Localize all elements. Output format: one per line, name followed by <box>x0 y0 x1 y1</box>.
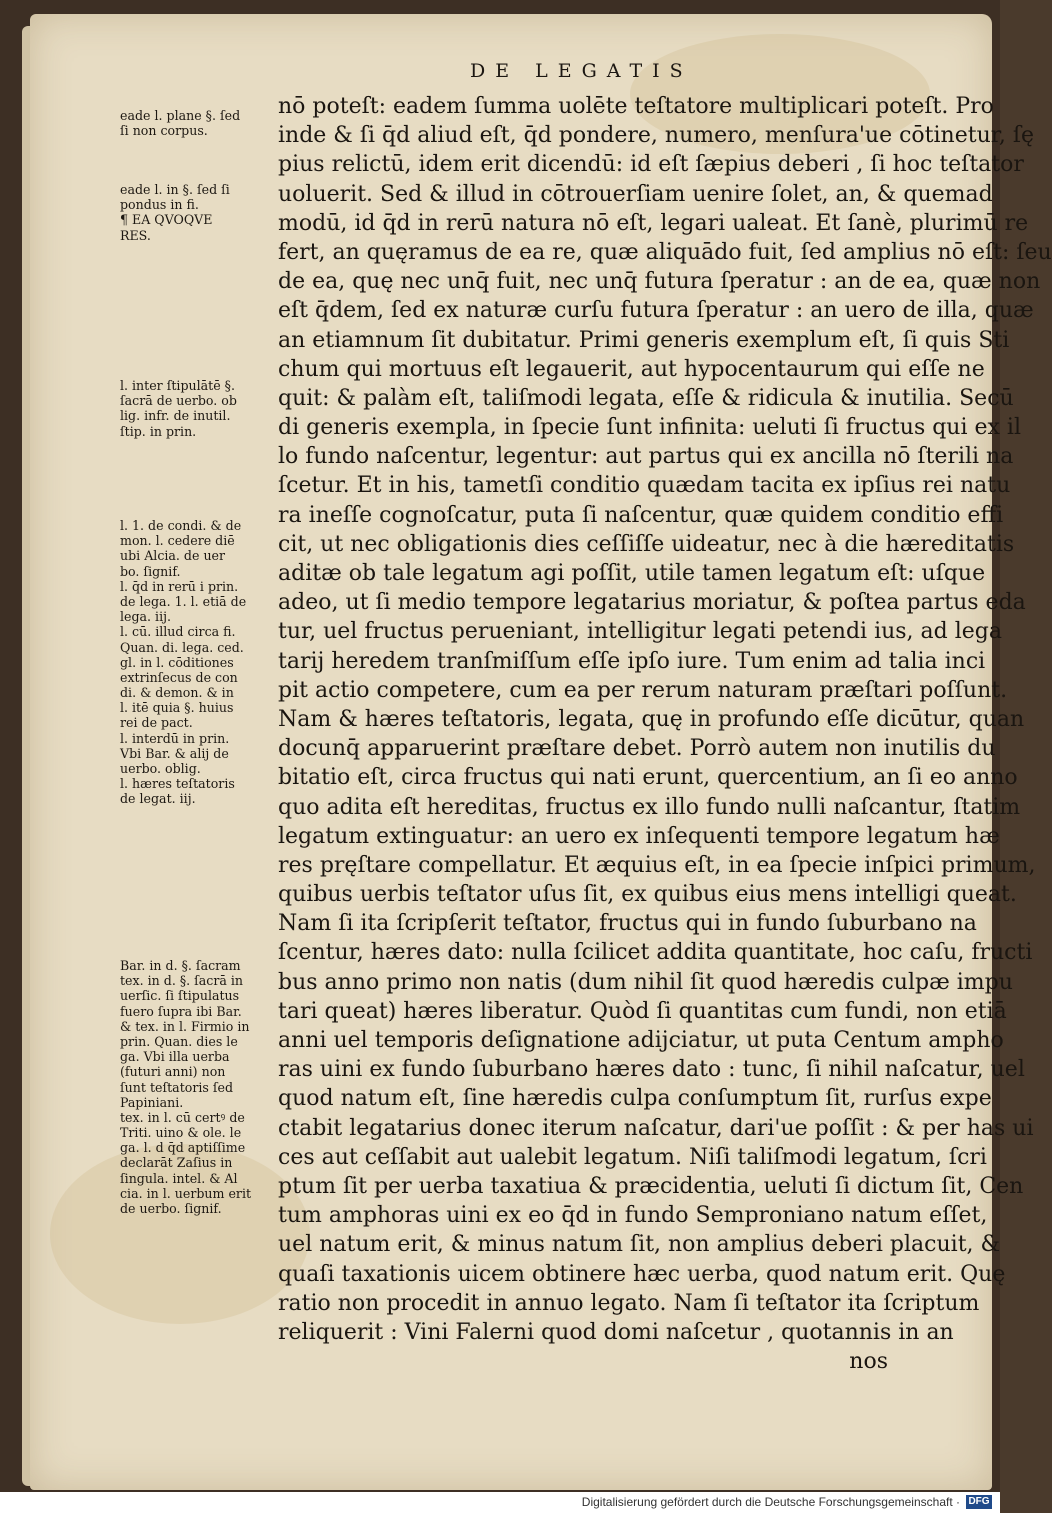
note-line: Bar. in d. §. ſacram <box>120 958 241 973</box>
text-line: adeo, ut ſi medio tempore legatarius moriatur, & poſtea partus eda <box>278 590 1026 616</box>
note-line: uerſic. ſi ſtipulatus <box>120 988 240 1004</box>
catchword: nos <box>849 1349 888 1375</box>
text-line: uel natum erit, & minus natum ſit, non amplius deberi placuit, & <box>278 1232 1001 1258</box>
note-line: prin. Quan. dies le <box>120 1033 238 1049</box>
text-line: legatum extinguatur: an uero ex inſequenti tempore legatum hæ <box>278 823 1000 849</box>
text-line: uoluerit. Sed & illud in cōtrouerſiam uenire ſolet, an, & quemad <box>278 181 993 207</box>
text-line: quo adita eſt hereditas, fructus ex illo fundo nulli naſcantur, ſtatim <box>278 794 1021 820</box>
text-line: tum amphoras uini ex eo q̄d in fundo Semproniano natum eſſet, <box>278 1203 988 1229</box>
note-line: eade l. in §. ſed ſi <box>120 182 230 197</box>
note-line: Vbi Bar. & alij de <box>120 745 229 761</box>
text-line: quibus uerbis teſtator uſus ſit, ex quibus eius mens intelligi queat. <box>278 882 1017 908</box>
note-line: l. cū. illud circa fi. <box>120 624 236 640</box>
note-line: l. interdū in prin. <box>120 730 230 746</box>
note-line: ga. Vbi illa uerba <box>120 1049 230 1065</box>
text-line: Nam ſi ita ſcripſerit teſtator, fructus qui in fundo ſuburbano na <box>278 911 977 937</box>
text-line: eſt q̄dem, ſed ex naturæ curſu futura ſperatur : an uero de illa, quæ <box>278 298 1034 324</box>
note-line: declarāt Zaſius in <box>120 1155 233 1171</box>
note-line: ſingula. intel. & Al <box>120 1170 238 1186</box>
note-line: ſunt teſtatoris ſed <box>120 1079 234 1095</box>
note-line: Papiniani. <box>120 1094 184 1110</box>
marginal-note <box>120 378 270 439</box>
note-line: l. hæres teſtatoris <box>120 776 235 792</box>
note-line: Quan. di. lega. ced. <box>120 639 244 655</box>
note-line: ſi non corpus. <box>120 123 208 139</box>
text-line: pius relictū, idem erit dicendū: id eſt ſæpius deberi , ſi hoc teſtator <box>278 152 1024 178</box>
running-title: DE LEGATIS <box>470 60 693 82</box>
note-line: tex. in d. §. ſacrā in <box>120 973 244 989</box>
note-line: lega. iij. <box>120 609 172 625</box>
note-line: Triti. uino & ole. le <box>120 1125 242 1141</box>
note-line: rei de pact. <box>120 715 193 731</box>
note-line: & tex. in l. Firmio in <box>120 1018 250 1034</box>
note-line: ga. l. d q̄d aptiſſime <box>120 1140 246 1156</box>
text-line: ra ineſſe cognoſcatur, puta ſi naſcentur, quæ quidem conditio effi <box>278 502 1004 528</box>
text-line: lo fundo naſcentur, legentur: aut partus qui ex ancilla nō ſterili na <box>278 444 1014 470</box>
note-line: de legat. iij. <box>120 791 196 807</box>
text-line: tarij heredem tranſmiſſum eſſe ipſo iure. Tum enim ad talia inci <box>278 648 986 674</box>
note-line: mon. l. cedere diē <box>120 533 235 549</box>
text-line: ratio non procedit in annuo legato. Nam ſi teſtator ita ſcriptum <box>278 1290 980 1316</box>
text-line: de ea, quę nec unq̄ fuit, nec unq̄ futura ſperatur : an de ea, quæ non <box>278 269 1041 295</box>
note-line: eade l. plane §. ſed <box>120 108 241 123</box>
text-line: ras uini ex fundo ſuburbano hæres dato : tunc, ſi nihil naſcatur, uel <box>278 1057 1025 1083</box>
note-line: l. inter ſtipulātē §. <box>120 378 235 393</box>
text-line: ſcetur. Et in his, tametſi conditio quædam tacita ex ipſius rei natu <box>278 473 1011 499</box>
note-line: ſacrā de uerbo. ob <box>120 393 237 409</box>
text-line: quit: & palàm eſt, taliſmodi legata, eſſe & ridicula & inutilia. Secū <box>278 385 1014 411</box>
note-line: ¶ EA QVOQVE <box>120 212 213 228</box>
text-line: tari queat) hæres liberatur. Quòd ſi quantitas cum fundi, non etiā <box>278 998 1007 1024</box>
note-line: tex. in l. cū certꝰ de <box>120 1109 245 1125</box>
note-line: gl. in l. cōditiones <box>120 654 234 670</box>
note-line: pondus in fi. <box>120 197 199 213</box>
text-line: chum qui mortuus eſt legauerit, aut hypocentaurum qui eſſe ne <box>278 356 985 382</box>
note-line: de uerbo. ſignif. <box>120 1201 222 1216</box>
text-line: ctabit legatarius donec iterum naſcatur, dari'ue poſſit : & per has ui <box>278 1115 1034 1141</box>
text-line: res pręſtare compellatur. Et æquius eſt, in ea ſpecie inſpici primum, <box>278 852 1036 878</box>
text-line: pit actio competere, cum ea per rerum naturam præſtari poſſunt. <box>278 677 1008 703</box>
marginal-note <box>120 958 270 1216</box>
text-line: quod natum eſt, ſine hæredis culpa conſumptum ſit, rurſus expe <box>278 1086 992 1112</box>
note-line: lig. infr. de inutil. <box>120 408 231 424</box>
marginal-note <box>120 108 270 138</box>
marginal-note <box>120 518 270 807</box>
note-line: bo. ſignif. <box>120 563 181 579</box>
note-line: RES. <box>120 227 151 243</box>
text-line: bus anno primo non natis (dum nihil ſit quod hæredis culpæ impu <box>278 969 1013 995</box>
text-line: nō poteſt: eadem ſumma uolēte teſtatore multiplicari poteſt. Pro <box>278 94 994 119</box>
text-line: ſcentur, hæres dato: nulla ſcilicet addita quantitate, hoc caſu, fructi <box>278 940 1033 966</box>
marginal-note <box>120 182 270 243</box>
note-line: l. itē quia §. huius <box>120 700 234 716</box>
text-line: inde & ſi q̄d aliud eſt, q̄d pondere, numero, menſura'ue cōtinetur, ſę <box>278 123 1034 149</box>
note-line: l. q̄d in rerū i prin. <box>120 578 239 594</box>
text-line: bitatio eſt, circa fructus qui nati erunt, quercentium, an ſi eo anno <box>278 765 1018 791</box>
text-line: quaſi taxationis uicem obtinere hæc uerba, quod natum erit. Quę <box>278 1261 1006 1287</box>
text-line: docunq̄ apparuerint præſtare debet. Porrò autem non inutilis du <box>278 736 996 762</box>
text-line: modū, id q̄d in rerū natura nō eſt, legari ualeat. Et ſanè, plurimū re <box>278 210 1029 236</box>
note-line: di. & demon. & in <box>120 685 234 701</box>
note-line: (futuri anni) non <box>120 1064 226 1080</box>
footer-bar <box>0 1492 1000 1513</box>
text-line: fert, an quęramus de ea re, quæ aliquādo fuit, ſed amplius nō eſt: ſeu <box>278 239 1052 265</box>
note-line: uerbo. oblig. <box>120 761 201 776</box>
funding-credit: Digitalisierung gefördert durch die Deutsche Forschungsgemeinschaft · <box>581 1495 960 1509</box>
note-line: ſtip. in prin. <box>120 423 197 439</box>
note-line: fuero ſupra ibi Bar. <box>120 1003 242 1019</box>
text-line: ptum ſit per uerba taxatiua & præcidentia, ueluti ſi dictum ſit, Cen <box>278 1173 1024 1199</box>
text-line: reliquerit : Vini Falerni quod domi naſcetur , quotannis in an <box>278 1319 954 1345</box>
text-line: tur, uel fructus perueniant, intelligitur legati petendi ius, ad lega <box>278 619 1002 645</box>
text-line: di generis exempla, in ſpecie ſunt infinita: ueluti ſi fructus qui ex il <box>278 415 1021 441</box>
note-line: de lega. 1. l. etiā de <box>120 593 247 609</box>
text-line: ces aut ceſſabit aut ualebit legatum. Niſi taliſmodi legatum, ſcri <box>278 1144 987 1170</box>
text-line: anni uel temporis deſignatione adijciatur, ut puta Centum ampho <box>278 1028 1004 1053</box>
dfg-logo[interactable]: DFG <box>966 1495 992 1509</box>
text-line: Nam & hæres teſtatoris, legata, quę in profundo eſſe dicūtur, quan <box>278 706 1025 732</box>
note-line: l. 1. de condi. & de <box>120 518 242 533</box>
text-line: aditæ ob tale legatum agi poſſit, utile tamen legatum eſt: uſque <box>278 561 986 586</box>
note-line: cia. in l. uerbum erit <box>120 1185 252 1201</box>
text-line: an etiamnum ſit dubitatur. Primi generis exemplum eſt, ſi quis Sti <box>278 327 1010 353</box>
note-line: extrinſecus de con <box>120 669 238 685</box>
main-text-column <box>278 92 1052 1376</box>
text-line: cit, ut nec obligationis dies ceſſiſſe uideatur, nec à die hæreditatis <box>278 531 1015 557</box>
note-line: ubi Alcia. de uer <box>120 548 226 564</box>
